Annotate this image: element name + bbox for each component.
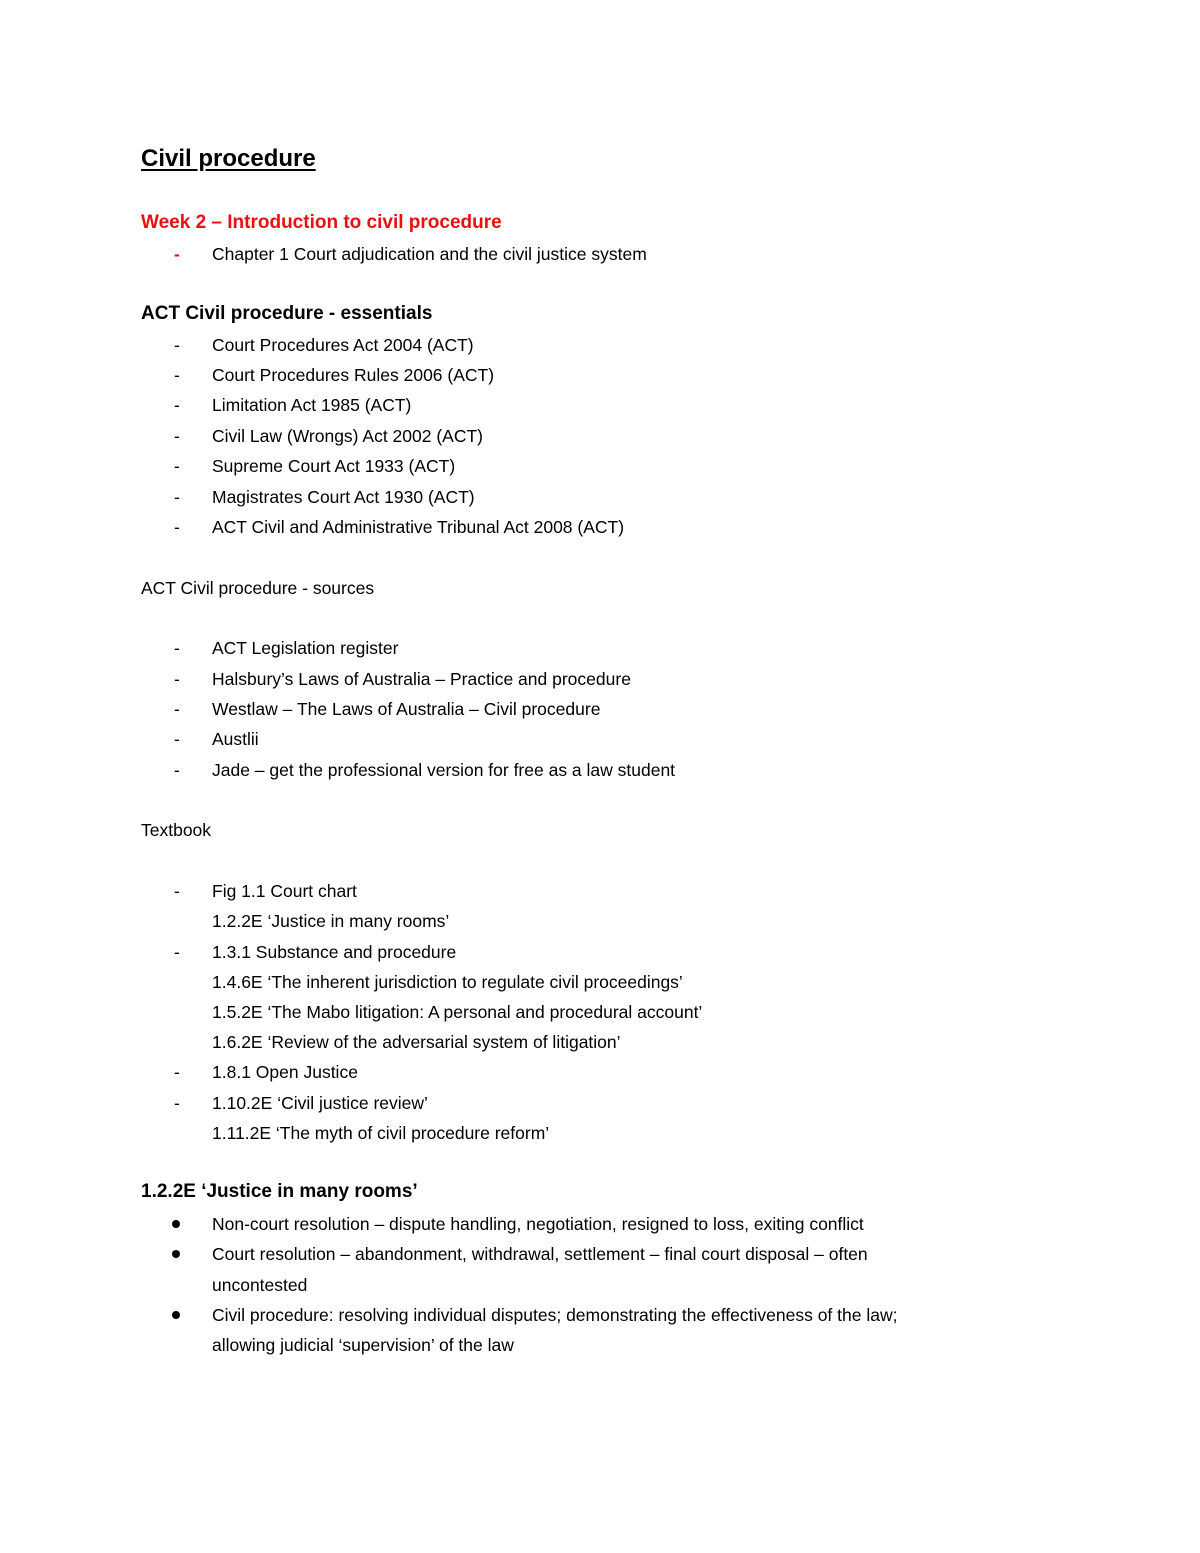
list-item: Westlaw – The Laws of Australia – Civil procedure bbox=[212, 699, 601, 719]
list-item: ACT Civil and Administrative Tribunal Act 2008 (ACT) bbox=[212, 517, 625, 537]
list-item: 1.4.6E ‘The inherent jurisdiction to regulate civil proceedings’ bbox=[212, 972, 683, 992]
week-heading: Week 2 – Introduction to civil procedure bbox=[141, 212, 502, 233]
essentials-heading: ACT Civil procedure - essentials bbox=[141, 303, 433, 324]
list-item: Fig 1.1 Court chart bbox=[212, 881, 357, 901]
list-item-continuation: allowing judicial ‘supervision’ of the law bbox=[212, 1335, 514, 1355]
dash-marker: - bbox=[174, 426, 180, 446]
list-item: Court resolution – abandonment, withdrawal, settlement – final court disposal – often bbox=[212, 1244, 868, 1264]
list-item: Jade – get the professional version for free as a law student bbox=[212, 760, 676, 780]
list-item: ACT Legislation register bbox=[212, 638, 399, 658]
list-item: Non-court resolution – dispute handling, negotiation, resigned to loss, exiting conflict bbox=[212, 1214, 864, 1234]
list-item: 1.3.1 Substance and procedure bbox=[212, 942, 457, 962]
list-item: Court Procedures Act 2004 (ACT) bbox=[212, 335, 474, 355]
list-item: Halsbury’s Laws of Australia – Practice and procedure bbox=[212, 669, 631, 689]
dash-marker: - bbox=[174, 517, 180, 537]
dash-marker: - bbox=[174, 638, 180, 658]
list-item: 1.2.2E ‘Justice in many rooms’ bbox=[212, 911, 450, 931]
dash-marker: - bbox=[174, 942, 180, 962]
list-item: Supreme Court Act 1933 (ACT) bbox=[212, 456, 456, 476]
dash-marker: - bbox=[174, 760, 180, 780]
dash-marker: - bbox=[174, 729, 180, 749]
dash-marker: - bbox=[174, 1093, 180, 1113]
list-item: Magistrates Court Act 1930 (ACT) bbox=[212, 487, 475, 507]
list-item: 1.10.2E ‘Civil justice review’ bbox=[212, 1093, 428, 1113]
bullet-dot bbox=[172, 1220, 182, 1230]
list-item: 1.6.2E ‘Review of the adversarial system of litigation’ bbox=[212, 1032, 621, 1052]
list-item: Chapter 1 Court adjudication and the civil justice system bbox=[212, 244, 647, 264]
bullet-dot bbox=[172, 1250, 182, 1260]
list-item: 1.5.2E ‘The Mabo litigation: A personal and procedural account’ bbox=[212, 1002, 703, 1022]
list-item: Civil Law (Wrongs) Act 2002 (ACT) bbox=[212, 426, 484, 446]
dash-marker: - bbox=[174, 244, 180, 264]
list-item-continuation: uncontested bbox=[212, 1275, 308, 1295]
dash-marker: - bbox=[174, 699, 180, 719]
textbook-heading: Textbook bbox=[141, 820, 212, 840]
dash-marker: - bbox=[174, 395, 180, 415]
list-item: Limitation Act 1985 (ACT) bbox=[212, 395, 412, 415]
dash-marker: - bbox=[174, 487, 180, 507]
sources-heading: ACT Civil procedure - sources bbox=[141, 578, 375, 598]
dash-marker: - bbox=[174, 335, 180, 355]
dash-marker: - bbox=[174, 456, 180, 476]
dash-marker: - bbox=[174, 669, 180, 689]
list-item: 1.11.2E ‘The myth of civil procedure reform’ bbox=[212, 1123, 550, 1143]
document-title: Civil procedure bbox=[141, 145, 316, 172]
list-item: Court Procedures Rules 2006 (ACT) bbox=[212, 365, 495, 385]
dash-marker: - bbox=[174, 1062, 180, 1082]
dash-marker: - bbox=[174, 881, 180, 901]
justice-heading: 1.2.2E ‘Justice in many rooms’ bbox=[141, 1181, 418, 1202]
list-item: Austlii bbox=[212, 729, 259, 749]
list-item: Civil procedure: resolving individual disputes; demonstrating the effectiveness of the law; bbox=[212, 1305, 898, 1325]
list-item: 1.8.1 Open Justice bbox=[212, 1062, 358, 1082]
dash-marker: - bbox=[174, 365, 180, 385]
bullet-dot bbox=[172, 1311, 182, 1321]
